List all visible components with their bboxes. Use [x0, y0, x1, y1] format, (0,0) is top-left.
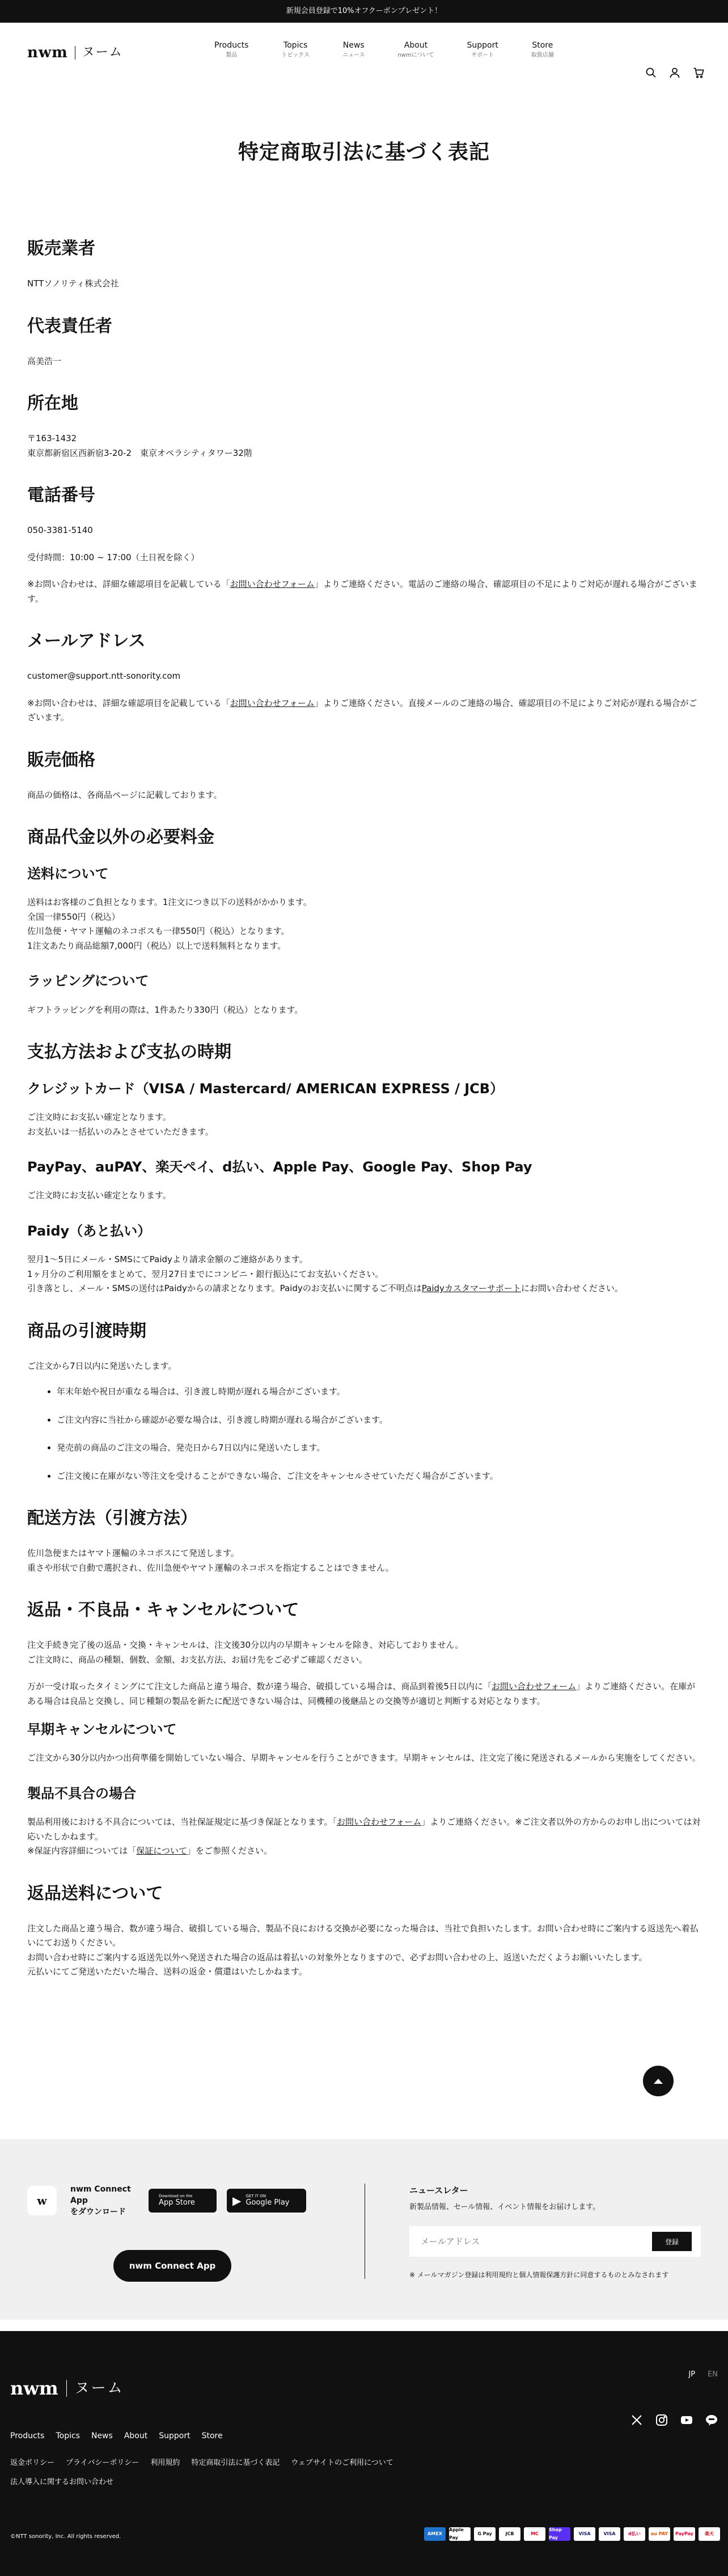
- address-zip: 〒163-1432: [27, 433, 77, 444]
- site-logo[interactable]: [27, 40, 123, 65]
- app-name-line: nwm Connect: [70, 2184, 131, 2194]
- card-line: ご注文時にお支払い確定となります。: [27, 1112, 171, 1123]
- footer-link[interactable]: 特定商取引法に基づく表記: [191, 2458, 280, 2467]
- list-item: • ご注文後に在庫がない等注文を受けることができない場合、ご注文をキャンセルさせていただく場合がございます。: [57, 1469, 701, 1484]
- delivery-method-line: 佐川急便またはヤマト運輸のネコポスにて発送します。: [27, 1548, 239, 1559]
- nav-news[interactable]: [342, 40, 365, 60]
- subsection-wrapping: [27, 972, 701, 1017]
- nav-topics[interactable]: [281, 40, 310, 60]
- shop-pay-icon: Shop Pay: [549, 2527, 570, 2541]
- wallet-text: ご注文時にお支払い確定となります。: [27, 1190, 171, 1201]
- rakuten-pay-icon: 楽天: [699, 2527, 720, 2541]
- section-returns: [27, 1599, 701, 1858]
- badge-big: App Store: [159, 2198, 195, 2207]
- price-text: 商品の価格は、各商品ページに記載しております。: [27, 789, 222, 800]
- app-button[interactable]: nwm Connect App: [113, 2250, 231, 2282]
- section-heading: メールアドレス: [27, 631, 146, 652]
- section-return-shipping: [27, 1883, 701, 1979]
- email-address: customer@support.ntt-sonority.com: [27, 671, 181, 682]
- lang-jp[interactable]: JP: [688, 2370, 696, 2379]
- address-line: 東京都新宿区西新宿3-20-2 東京オペラシティタワー32階: [27, 447, 252, 458]
- contact-form-link[interactable]: お問い合わせフォーム: [230, 579, 315, 590]
- footer-link[interactable]: 返金ポリシー: [10, 2458, 55, 2467]
- section-heading: 配送方法（引渡方法）: [27, 1508, 197, 1529]
- google-pay-icon: G Pay: [474, 2527, 496, 2541]
- section-heading: 商品の引渡時期: [27, 1321, 146, 1341]
- returns-paragraph: [27, 1680, 701, 1708]
- visa-icon: VISA: [599, 2527, 620, 2541]
- line-icon[interactable]: [705, 2414, 718, 2426]
- return-shipping-line: お問い合わせ時にご案内する返送先以外へ発送された場合の返品は着払いの対象外となりますので、必ずお問い合わせの上、返送いただくようお願いいたします。: [27, 1952, 647, 1962]
- footer-nav-about[interactable]: About: [124, 2431, 148, 2440]
- return-shipping-line: 元払いにてご発送いただいた場合、送料の返金・償還はいたしかねます。: [27, 1966, 307, 1977]
- logo-divider: [66, 2380, 67, 2397]
- footer-link[interactable]: 利用規約: [150, 2458, 180, 2467]
- nav-store[interactable]: [531, 40, 554, 60]
- section-representative: [27, 315, 701, 369]
- instagram-icon[interactable]: [655, 2414, 668, 2426]
- subsection-heading: 早期キャンセルについて: [27, 1721, 177, 1738]
- section-seller: [27, 238, 701, 291]
- wrapping-text: ギフトラッピングを利用の際は、1件あたり330円（税込）となります。: [27, 1004, 303, 1015]
- jcb-icon: JCB: [499, 2527, 520, 2541]
- nav-products[interactable]: [214, 40, 248, 60]
- google-play-badge[interactable]: [227, 2189, 306, 2213]
- subsection-early-cancel: [27, 1721, 701, 1766]
- newsletter-title: ニュースレター: [409, 2185, 468, 2196]
- shipping-line: 送料はお客様のご負担となります。1注文につき以下の送料がかかります。: [27, 897, 312, 908]
- section-heading: 支払方法および支払の時期: [27, 1042, 231, 1063]
- copyright: ©NTT sonority, Inc. All rights reserved.: [10, 2533, 121, 2540]
- search-icon[interactable]: [645, 67, 657, 78]
- note-text: 製品利用後における不具合については、当社保証規定に基づき保証となります。「: [27, 1817, 337, 1827]
- section-delivery-time: [27, 1320, 701, 1484]
- note-text: 」よりご連絡ください。電話のご連絡の場合、確認項目の不足によりご対応が遅れる場合がございます。: [27, 579, 697, 604]
- lang-en[interactable]: EN: [708, 2370, 718, 2379]
- footer-logo[interactable]: [10, 2373, 718, 2404]
- subsection-heading: ラッピングについて: [27, 973, 149, 989]
- delivery-time-text: ご注文から7日以内に発送いたします。: [27, 1360, 177, 1371]
- section-heading: 販売価格: [27, 750, 95, 770]
- prefooter: [0, 2139, 728, 2320]
- announcement-bar: 新規会員登録で10%オフクーポンプレゼント！: [0, 0, 728, 23]
- shipping-line: 全国一律550円（税込）: [27, 911, 120, 922]
- returns-line: 注文手続き完了後の返品・交換・キャンセルは、注文後30分以内の早期キャンセルを除き、対応しておりません。: [27, 1640, 464, 1651]
- nav-sublabel: 製品: [226, 52, 238, 58]
- footer-nav-products[interactable]: Products: [10, 2431, 45, 2440]
- logo-jp: ヌーム: [74, 2379, 124, 2397]
- nav-support[interactable]: [467, 40, 498, 60]
- card-line: お支払いは一括払いのみとさせていただきます。: [27, 1126, 214, 1137]
- mastercard-icon: MC: [524, 2527, 545, 2541]
- app-download: [27, 2139, 365, 2320]
- delivery-method-line: 重さや形状で自動で選択され、佐川急便やヤマト運輸のネコポスを指定することはできません。: [27, 1562, 394, 1573]
- site-header: [0, 23, 728, 83]
- site-footer: [0, 2331, 728, 2576]
- section-heading: 電話番号: [27, 485, 95, 506]
- shipping-line: 佐川急便・ヤマト運輸のネコポスも一律550円（税込）となります。: [27, 926, 290, 937]
- paidy-line: 翌月1～5日にメール・SMSにてPaidyより請求金額のご連絡があります。: [27, 1254, 308, 1265]
- youtube-icon[interactable]: [680, 2414, 693, 2426]
- logo-en: nwm: [10, 2377, 58, 2399]
- early-cancel-text: ご注文から30分以内かつ出荷準備を開始していない場合、早期キャンセルを行うことができます。早期キャンセルは、注文完了後に発送されるメールから実施をしてください。: [27, 1753, 701, 1763]
- subsection-shipping: [27, 865, 701, 953]
- section-delivery-method: [27, 1507, 701, 1575]
- amex-icon: AMEX: [424, 2527, 446, 2541]
- nav-sublabel: ニュース: [342, 52, 365, 58]
- nav-about[interactable]: [397, 40, 434, 60]
- footer-nav-topics[interactable]: Topics: [56, 2431, 80, 2440]
- nav-label: About: [404, 41, 428, 50]
- section-heading: 販売業者: [27, 239, 95, 259]
- main-nav: [214, 40, 587, 60]
- nav-label: Products: [214, 41, 249, 50]
- subsection-heading: 製品不具合の場合: [27, 1785, 136, 1801]
- play-icon: ▶: [232, 2193, 242, 2207]
- back-to-top-button[interactable]: [643, 2066, 674, 2096]
- subsection-credit-card: [27, 1080, 701, 1139]
- returns-line: ご注文時に、商品の種類、個数、金額、お支払方法、お届け先をご必ずご確認ください。: [27, 1654, 368, 1665]
- representative-text: 高美浩一: [27, 356, 62, 366]
- nav-sublabel: トピックス: [281, 52, 310, 58]
- section-heading: 返品送料について: [27, 1883, 163, 1904]
- x-icon[interactable]: [630, 2414, 643, 2426]
- nav-sublabel: nwmについて: [397, 52, 434, 58]
- list-item: • ご注文内容に当社から確認が必要な場合は、引き渡し時期が遅れる場合がございます。: [57, 1413, 701, 1428]
- section-heading: 所在地: [27, 394, 78, 414]
- shipping-line: 1注文あたり商品総額7,000円（税込）以上で送料無料となります。: [27, 940, 286, 951]
- d-barai-icon: d払い: [624, 2527, 645, 2541]
- list-item: • 発売前の商品のご注文の場合、発売日から7日以内に発送いたします。: [57, 1441, 701, 1456]
- warranty-note: [27, 1844, 701, 1859]
- app-name-line: App: [70, 2196, 88, 2205]
- section-price: [27, 749, 701, 803]
- logo-en: nwm: [27, 44, 68, 61]
- apple-pay-icon: Apple Pay: [449, 2527, 471, 2541]
- subsection-heading: Paidy（あと払い）: [27, 1223, 151, 1239]
- section-fees: [27, 826, 701, 1017]
- newsletter-email-input[interactable]: [421, 2236, 652, 2247]
- paidy-note: [27, 1281, 701, 1296]
- subsection-heading: PayPay、auPAY、楽天ペイ、d払い、Apple Pay、Google Pay、Shop Pay: [27, 1159, 532, 1175]
- subsection-paidy: [27, 1223, 701, 1296]
- visa-icon: VISA: [574, 2527, 595, 2541]
- language-switcher: [688, 2368, 718, 2381]
- newsletter: [365, 2139, 701, 2320]
- app-name: [70, 2184, 138, 2218]
- logo-jp: ヌーム: [82, 45, 123, 60]
- note-text: 」よりご連絡ください。※ご注文者以外の方からのお申し出については対応いたしかねます。: [27, 1817, 701, 1842]
- note-text: 」よりご連絡ください。直接メールのご連絡の場合、確認項目の不足によりご対応が遅れる場合がございます。: [27, 697, 697, 723]
- note-text: 万が一受け取ったタイミングにて注文した商品と違う場合、数が違う場合、破損している場合は、商品到着後5日以内に「: [27, 1681, 492, 1692]
- seller-text: NTTソノリティ株式会社: [27, 278, 119, 289]
- warranty-link[interactable]: 保証について: [136, 1846, 187, 1856]
- account-icon[interactable]: [669, 67, 680, 78]
- main-content: [0, 135, 728, 2094]
- section-heading: 代表責任者: [27, 316, 112, 336]
- phone-hours: 受付時間：10:00 ~ 17:00（土日祝を除く）: [27, 552, 200, 562]
- contact-form-link[interactable]: お問い合わせフォーム: [230, 697, 315, 708]
- email-note: [27, 696, 701, 725]
- footer-policy-links: [10, 2457, 718, 2469]
- app-store-badge[interactable]: [149, 2189, 217, 2213]
- page-title: 特定商取引法に基づく表記: [238, 141, 490, 164]
- nav-label: Store: [532, 41, 553, 50]
- defect-text: [27, 1815, 701, 1844]
- subsection-defect: [27, 1785, 701, 1859]
- subsection-wallets: [27, 1158, 701, 1203]
- footer-nav-news[interactable]: News: [91, 2431, 113, 2440]
- payment-icons: [424, 2527, 720, 2541]
- section-phone: [27, 484, 701, 606]
- app-icon: w: [27, 2186, 57, 2215]
- list-item: • 年末年始や祝日が重なる場合は、引き渡し時期が遅れる場合がございます。: [57, 1385, 701, 1399]
- note-text: ※お問い合わせは、詳細な確認項目を記載している「: [27, 697, 230, 708]
- footer-nav-store[interactable]: Store: [201, 2431, 223, 2440]
- app-name-line: をダウンロード: [70, 2207, 126, 2217]
- footer-nav: [10, 2430, 718, 2443]
- phone-note: [27, 577, 701, 606]
- nav-label: Support: [467, 41, 498, 50]
- note-text: 」をご参照ください。: [187, 1846, 272, 1856]
- header-icons: [645, 67, 704, 78]
- subsection-heading: クレジットカード（VISA / Mastercard/ AMERICAN EXPRESS / JCB）: [27, 1081, 504, 1097]
- paypay-icon: PayPay: [674, 2527, 695, 2541]
- nav-label: News: [342, 41, 365, 50]
- delivery-time-list: [27, 1385, 701, 1483]
- chevron-up-icon: [653, 2078, 663, 2084]
- subsection-heading: 送料について: [27, 866, 109, 882]
- contact-form-link[interactable]: お問い合わせフォーム: [337, 1817, 422, 1827]
- footer-link[interactable]: ウェブサイトのご利用について: [291, 2458, 393, 2467]
- badge-big: Google Play: [246, 2198, 290, 2207]
- section-email: [27, 630, 701, 725]
- section-heading: 返品・不良品・キャンセルについて: [27, 1600, 299, 1621]
- nav-sublabel: 取扱店舗: [531, 52, 554, 58]
- note-text: にお問い合わせください。: [520, 1283, 623, 1294]
- section-heading: 商品代金以外の必要料金: [27, 827, 214, 848]
- paidy-line: 1ヶ月分のご利用額をまとめて、翌月27日までにコンビニ・銀行振込にてお支払いください。: [27, 1268, 384, 1279]
- newsletter-submit-button[interactable]: 登録: [652, 2232, 692, 2251]
- section-payment: [27, 1041, 701, 1296]
- phone-number: 050-3381-5140: [27, 525, 93, 536]
- note-text: 」よりご連絡ください。在庫がある場合は良品と交換し、同じ種類の製品を新たに配送できない場合は、同機種の後継品との交換等が適切と判断する対応となります。: [27, 1681, 696, 1706]
- badge-small: Download on the: [159, 2194, 193, 2199]
- footer-link[interactable]: プライバシーポリシー: [66, 2458, 139, 2467]
- newsletter-note: ※ メールマガジン登録は利用規約と個人情報保護方針に同意するものとみなされます: [409, 2271, 669, 2279]
- paidy-support-link[interactable]: Paidyカスタマーサポート: [421, 1283, 521, 1294]
- note-text: ※お問い合わせは、詳細な確認項目を記載している「: [27, 579, 230, 590]
- nav-sublabel: サポート: [471, 52, 494, 58]
- footer-business-link[interactable]: 法人導入に関するお問い合わせ: [10, 2477, 114, 2486]
- section-address: [27, 392, 701, 460]
- badge-small: GET IT ON: [246, 2194, 266, 2199]
- note-text: 引き落とし、メール・SMSの送付はPaidyからの請求となります。Paidyのお支払いに関するご不明点は: [27, 1283, 422, 1294]
- note-text: ※保証内容詳細については「: [27, 1846, 137, 1856]
- contact-form-link[interactable]: お問い合わせフォーム: [491, 1681, 577, 1692]
- au-pay-icon: au PAY: [649, 2527, 670, 2541]
- nav-label: Topics: [283, 41, 308, 50]
- newsletter-desc: 新製品情報、セール情報、イベント情報をお届けします。: [409, 2203, 600, 2211]
- return-shipping-line: 注文した商品と違う場合、数が違う場合、破損している場合、製品不良における交換が必要になった場合は、当社で負担いたします。お問い合わせ時にご案内する返送先へ着払いにてお送りください。: [27, 1923, 699, 1948]
- footer-nav-support[interactable]: Support: [159, 2431, 191, 2440]
- cart-icon[interactable]: [693, 67, 704, 78]
- newsletter-form: [409, 2226, 701, 2257]
- social-links: [630, 2414, 718, 2426]
